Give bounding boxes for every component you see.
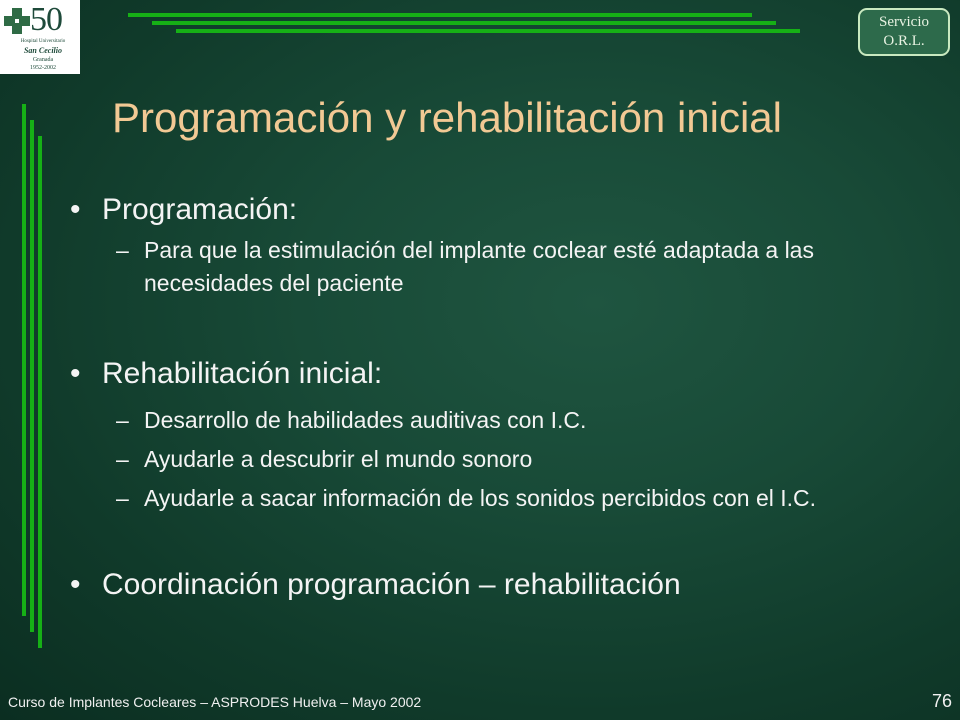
slide-title: Programación y rehabilitación inicial xyxy=(112,94,782,141)
list-item xyxy=(70,482,890,515)
decor-line-v3 xyxy=(38,136,42,648)
dash: – xyxy=(116,407,129,433)
logo-text xyxy=(8,38,78,72)
logo-line-4: 1952-2002 xyxy=(30,65,56,71)
bullet: • xyxy=(70,357,81,390)
section-heading-programacion xyxy=(70,188,890,232)
badge-line-1: Servicio xyxy=(879,14,929,30)
cross-icon xyxy=(2,6,32,36)
logo-line-2: San Cecilio xyxy=(23,46,62,55)
list-item-text: Ayudarle a descubrir el mundo sonoro xyxy=(144,446,533,472)
decor-line-v2 xyxy=(30,120,34,632)
logo-anniversary-number: 50 xyxy=(30,1,62,38)
servicio-orl-badge xyxy=(858,8,950,56)
decor-line-v1 xyxy=(22,104,26,616)
bullet: • xyxy=(70,193,81,226)
list-item-text: Ayudarle a sacar información de los sonidos percibidos con el I.C. xyxy=(144,485,817,511)
dash: – xyxy=(116,446,129,472)
bullet: • xyxy=(70,568,81,601)
list-item xyxy=(70,404,890,437)
badge-line-2: O.R.L. xyxy=(883,33,925,49)
dash: – xyxy=(116,485,129,511)
dash: – xyxy=(116,237,129,263)
section-heading-text: Rehabilitación inicial: xyxy=(102,357,383,390)
section-heading-text: Coordinación programación – rehabilitación xyxy=(102,568,681,601)
decor-line-h1 xyxy=(128,13,752,17)
list-item xyxy=(70,443,890,476)
hospital-logo xyxy=(0,0,80,74)
list-item xyxy=(70,234,890,300)
section-heading-rehabilitacion xyxy=(70,352,890,396)
section-heading-coordinacion xyxy=(70,563,890,607)
section-heading-text: Programación: xyxy=(102,193,298,226)
logo-line-3: Granada xyxy=(32,57,54,63)
list-item-text: Para que la estimulación del implante coclear esté adaptada a las necesidades del paciente xyxy=(144,237,814,296)
footer-text: Curso de Implantes Cocleares – ASPRODES Huelva – Mayo 2002 xyxy=(8,694,422,710)
logo-line-1: Hospital Universitario xyxy=(20,39,66,44)
decor-line-h3 xyxy=(176,29,800,33)
decor-line-h2 xyxy=(152,21,776,25)
page-number: 76 xyxy=(931,691,952,711)
list-item-text: Desarrollo de habilidades auditivas con I.C. xyxy=(144,407,587,433)
slide-content xyxy=(70,188,890,607)
